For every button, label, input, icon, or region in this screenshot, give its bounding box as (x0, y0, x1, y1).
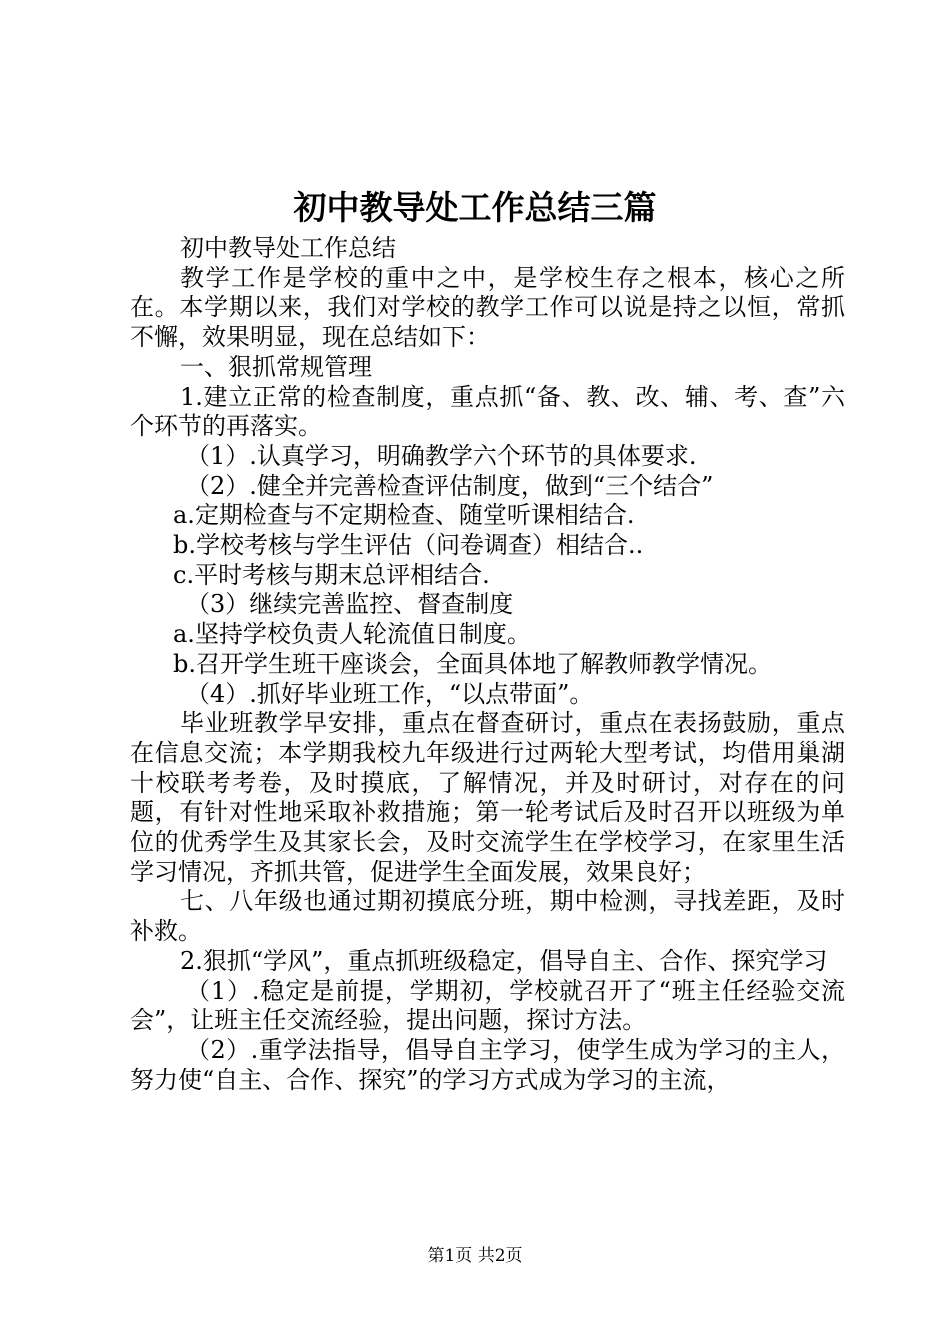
paragraph: 1.建立正常的检查制度，重点抓“备、教、改、辅、考、查”六个环节的再落实。 (130, 382, 845, 441)
paragraph: （1）.稳定是前提，学期初，学校就召开了“班主任经验交流会”，让班主任交流经验，提出问题，探讨方法。 (130, 976, 845, 1035)
list-item: （2）.健全并完善检查评估制度，做到“三个结合” (186, 471, 714, 500)
list-item: （1）.认真学习，明确教学六个环节的具体要求. (186, 441, 697, 470)
paragraph: 毕业班教学早安排，重点在督查研讨，重点在表扬鼓励，重点在信息交流；本学期我校九年级进行过两轮大型考试，均借用巢湖十校联考考卷，及时摸底，了解情况，并及时研讨，对存在的问题，有针对性地采取补救措施；第一轮考试后及时召开以班级为单位的优秀学生及其家长会，及时交流学生在学校学习，在家里生活学习情况，齐抓共管，促进学生全面发展，效果良好； (130, 709, 845, 886)
document-body (130, 234, 845, 1095)
paragraph: 七、八年级也通过期初摸底分班，期中检测，寻找差距，及时补救。 (130, 887, 845, 946)
list-item: c.平时考核与期末总评相结合. (173, 560, 490, 589)
page-indicator: 第1页 共2页 (427, 1246, 523, 1266)
section-heading: 一、狠抓常规管理 (180, 352, 372, 381)
list-item: （4）.抓好毕业班工作，“以点带面”。 (186, 679, 594, 708)
list-item: a.定期检查与不定期检查、随堂听课相结合. (173, 501, 635, 530)
paragraph: （2）.重学法指导，倡导自主学习，使学生成为学习的主人，努力使“自主、合作、探究”的学习方式成为学习的主流， (130, 1035, 845, 1094)
list-item: b.学校考核与学生评估（问卷调查）相结合.. (173, 531, 644, 560)
paragraph: 2.狠抓“学风”，重点抓班级稳定，倡导自主、合作、探究学习 (180, 946, 828, 975)
document-title: 初中教导处工作总结三篇 (293, 188, 657, 227)
list-item: a.坚持学校负责人轮流值日制度。 (173, 620, 531, 649)
list-item: b.召开学生班干座谈会，全面具体地了解教师教学情况。 (173, 649, 772, 678)
paragraph: 教学工作是学校的重中之中，是学校生存之根本，核心之所在。本学期以来，我们对学校的教学工作可以说是持之以恒，常抓不懈，效果明显，现在总结如下： (130, 263, 845, 352)
paragraph: 初中教导处工作总结 (180, 234, 396, 262)
list-item: （3）继续完善监控、督查制度 (186, 590, 514, 619)
